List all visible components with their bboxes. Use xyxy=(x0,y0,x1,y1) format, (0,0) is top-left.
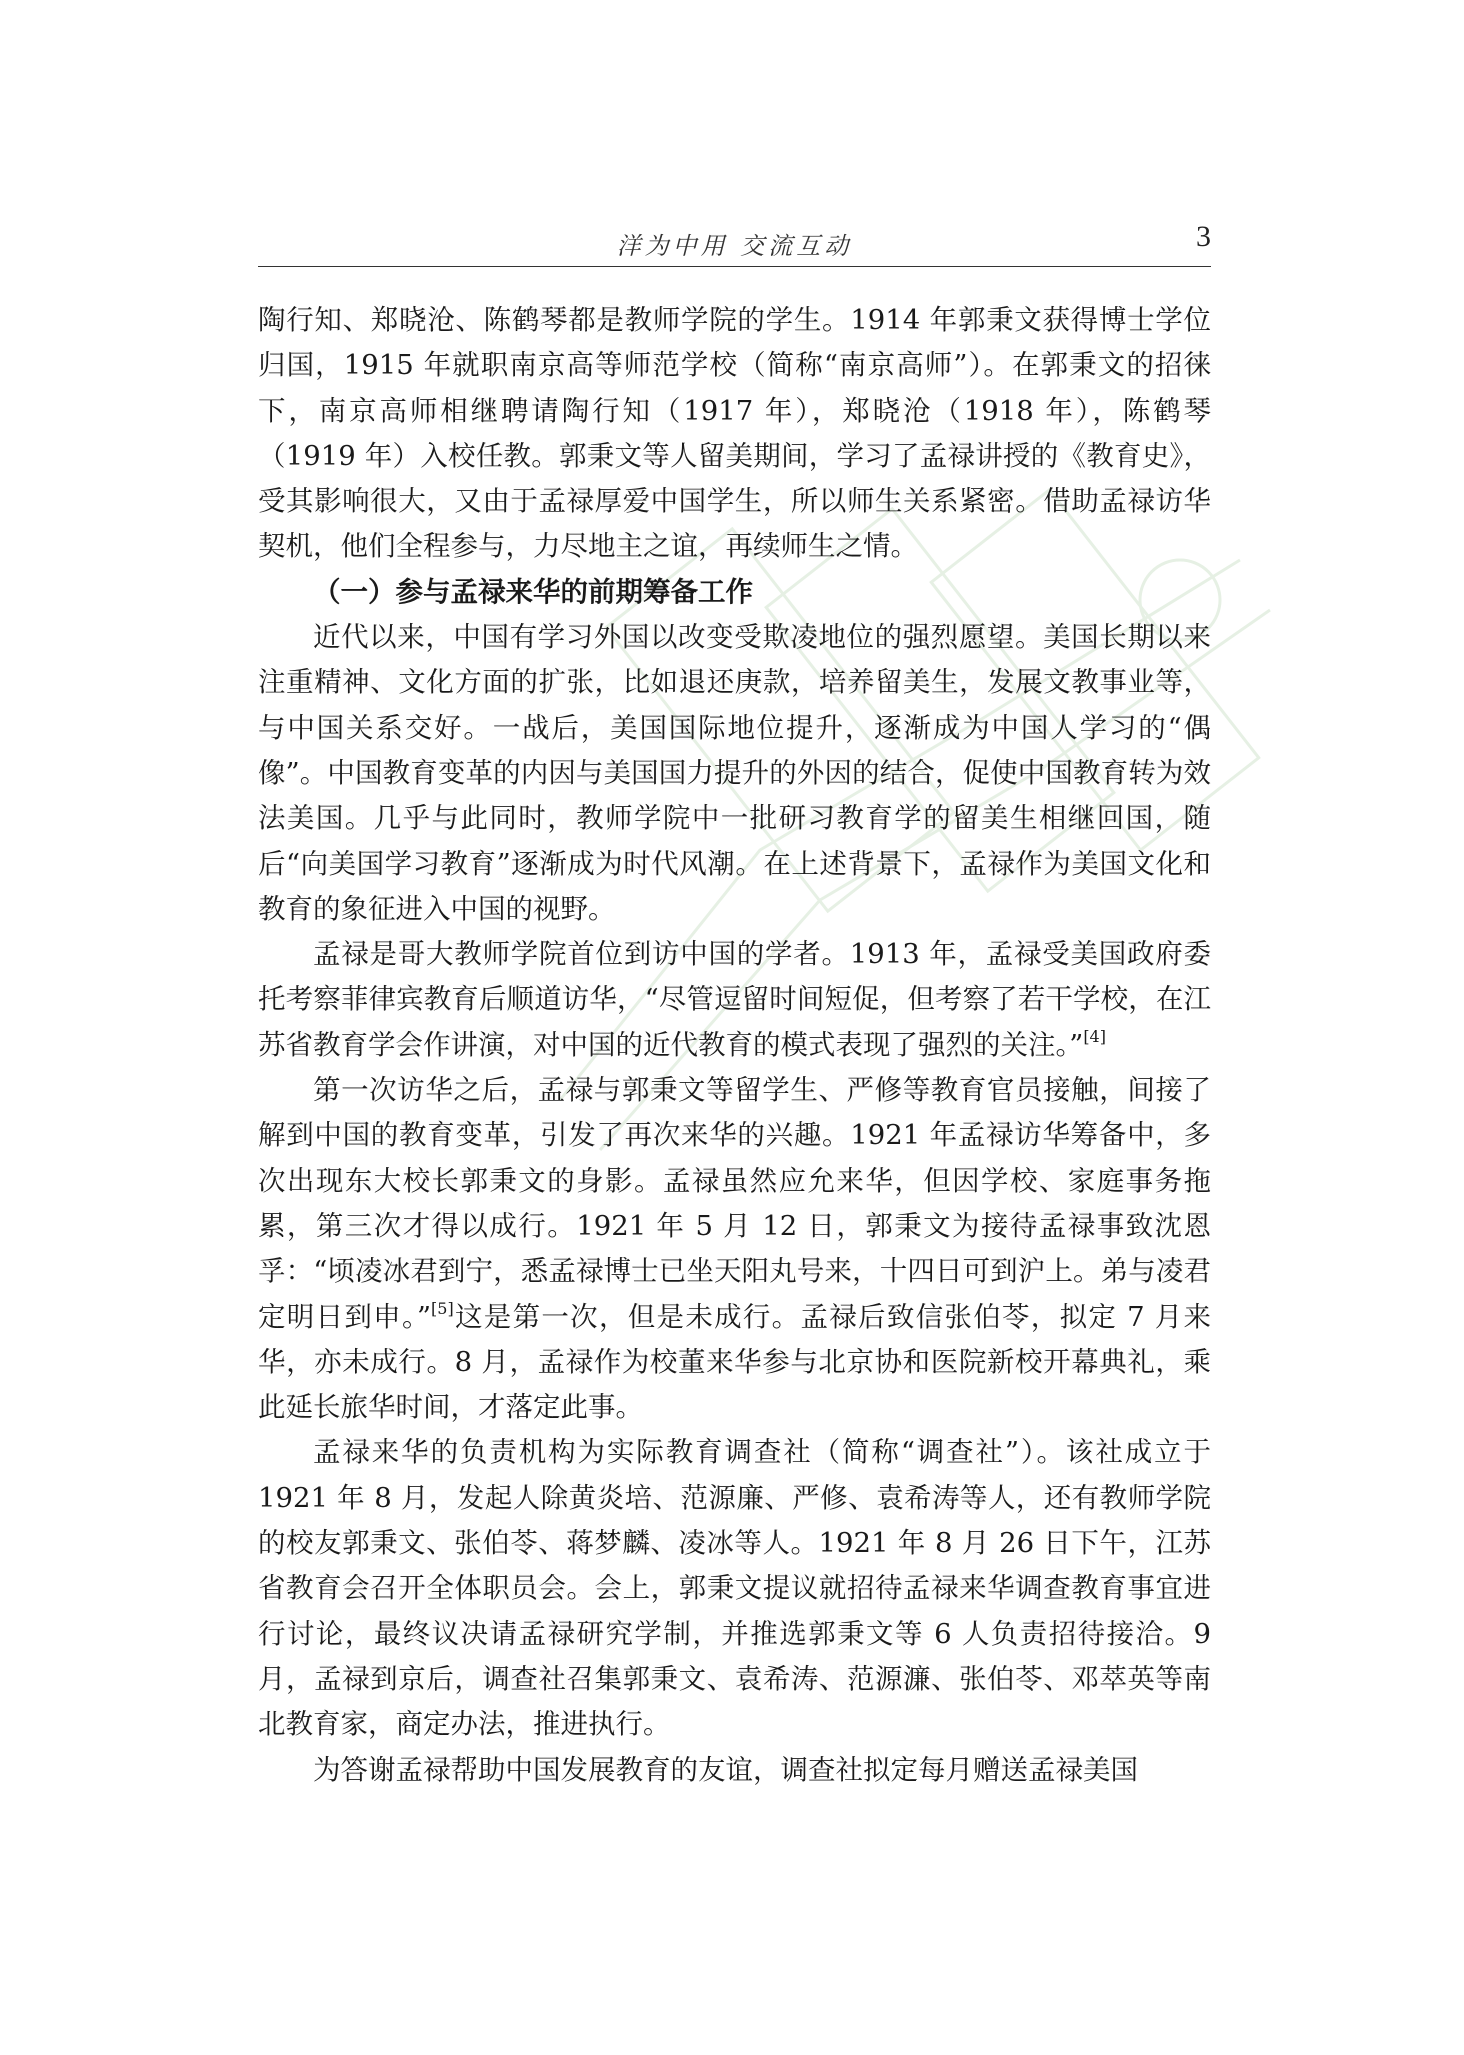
paragraph-2: 近代以来，中国有学习外国以改变受欺凌地位的强烈愿望。美国长期以来注重精神、文化方面的扩张，比如退还庚款，培养留美生，发展文教事业等，与中国关系交好。一战后，美国国际地位提升，逐渐成为中国人学习的“偶像”。中国教育变革的内因与美国国力提升的外因的结合，促使中国教育转为效法美国。几乎与此同时，教师学院中一批研习教育学的留美生相继回国，随后“向美国学习教育”逐渐成为时代风潮。在上述背景下，孟禄作为美国文化和教育的象征进入中国的视野。 xyxy=(258,621,1211,925)
body-text xyxy=(258,298,1211,1793)
page-number: 3 xyxy=(1196,220,1211,253)
paragraph-3-text: 孟禄是哥大教师学院首位到访中国的学者。1913 年，孟禄受美国政府委托考察菲律宾教育后顺道访华，“尽管逗留时间短促，但考察了若干学校，在江苏省教育学会作讲演，对中国的近代教育的模式表现了强烈的关注。” xyxy=(258,938,1211,1061)
intro-paragraph: 陶行知、郑晓沧、陈鹤琴都是教师学院的学生。1914 年郭秉文获得博士学位归国，1915 年就职南京高等师范学校（简称“南京高师”）。在郭秉文的招徕下，南京高师相继聘请陶行知（1917 年），郑晓沧（1918 年），陈鹤琴（1919 年）入校任教。郭秉文等人留美期间，学习了孟禄讲授的《教育史》，受其影响很大，又由于孟禄厚爱中国学生，所以师生关系紧密。借助孟禄访华契机，他们全程参与，力尽地主之谊，再续师生之情。 xyxy=(258,304,1211,563)
section-heading: （一）参与孟禄来华的前期筹备工作 xyxy=(313,575,753,608)
paragraph-3 xyxy=(258,932,1211,1068)
paragraph-4 xyxy=(258,1068,1211,1430)
running-header xyxy=(258,220,1211,267)
paragraph-4-text-a: 第一次访华之后，孟禄与郭秉文等留学生、严修等教育官员接触，间接了解到中国的教育变革，引发了再次来华的兴趣。1921 年孟禄访华筹备中，多次出现东大校长郭秉文的身影。孟禄虽然应允来华，但因学校、家庭事务拖累，第三次才得以成行。1921 年 5 月 12 日，郭秉文为接待孟禄事致沈恩孚：“顷凌冰君到宁，悉孟禄博士已坐天阳丸号来，十四日可到沪上。弟与凌君定明日到申。” xyxy=(258,1074,1211,1333)
paragraph-6: 为答谢孟禄帮助中国发展教育的友谊，调查社拟定每月赠送孟禄美国 xyxy=(313,1753,1138,1786)
paragraph-4-text-b: 这是第一次，但是未成行。孟禄后致信张伯苓，拟定 7 月来华，亦未成行。8 月，孟禄作为校董来华参与北京协和医院新校开幕典礼，乘此延长旅华时间，才落定此事。 xyxy=(258,1300,1211,1424)
paragraph-5: 孟禄来华的负责机构为实际教育调查社（简称“调查社”）。该社成立于 1921 年 8 月，发起人除黄炎培、范源廉、严修、袁希涛等人，还有教师学院的校友郭秉文、张伯苓、蒋梦麟、凌冰等人。1921 年 8 月 26 日下午，江苏省教育会召开全体职员会。会上，郭秉文提议就招待孟禄来华调查教育事宜进行讨论，最终议决请孟禄研究学制，并推选郭秉文等 6 人负责招待接洽。9 月，孟禄到京后，调查社召集郭秉文、袁希涛、范源濂、张伯苓、邓萃英等南北教育家，商定办法，推进执行。 xyxy=(258,1436,1211,1741)
running-title: 洋为中用 交流互动 xyxy=(616,232,853,260)
citation-5: [5] xyxy=(431,1298,454,1318)
citation-4: [4] xyxy=(1083,1026,1106,1046)
